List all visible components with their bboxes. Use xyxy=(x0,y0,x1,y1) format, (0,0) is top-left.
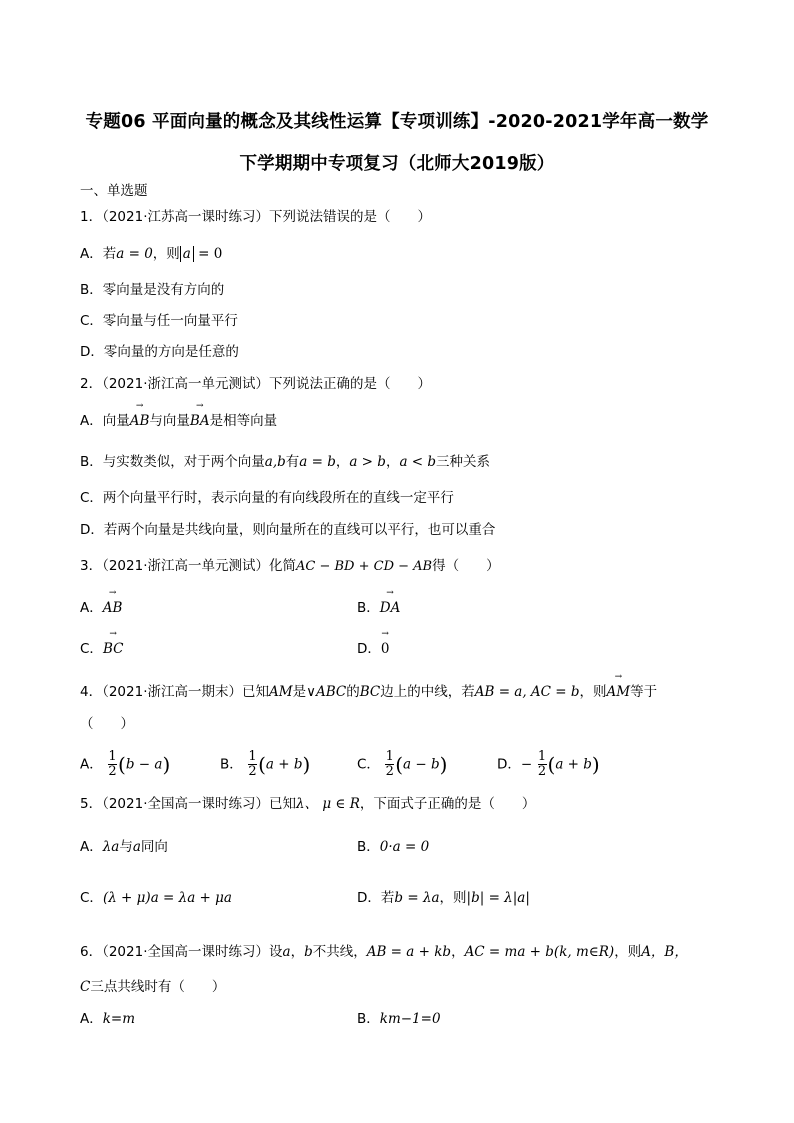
q5-d-mid: ，则 xyxy=(439,890,467,906)
q3-a-vector: → AB xyxy=(103,599,123,617)
q3-c-label: C． xyxy=(80,641,103,657)
q2-b-rel-gt: a > b xyxy=(349,454,386,470)
q4-am: AM xyxy=(269,684,293,700)
q5-stem-post: ，下面式子正确的是（ ） xyxy=(359,796,536,812)
q5-b-label: B． xyxy=(357,839,380,855)
section-heading: 一、单选题 xyxy=(80,183,148,199)
q6-option-b xyxy=(357,1010,441,1028)
q6-not-collinear: 不共线， xyxy=(312,944,367,960)
q2-option-d: D．若两个向量是共线向量，则向量所在的直线可以平行，也可以重合 xyxy=(80,522,496,538)
q1-option-b: B．零向量是没有方向的 xyxy=(80,282,225,298)
q6-a-label: A． xyxy=(80,1011,103,1027)
q4-a-denominator: 2 xyxy=(108,764,117,779)
q3-stem-prefix: 3．（2021·浙江高一单元测试）化简 xyxy=(80,558,296,574)
q4-b-expr: a + b xyxy=(265,756,303,773)
title-line-1: 专题06 平面向量的概念及其线性运算【专项训练】-2020-2021学年高一数学 xyxy=(85,112,709,132)
q5-option-d xyxy=(357,889,530,907)
q4-option-c: C． $\frac{1}{2}$ (a − b) xyxy=(357,749,448,779)
q6-b-math: km−1=0 xyxy=(379,1011,441,1027)
q5-d-math-2: |b| = λ|a| xyxy=(466,890,530,906)
q1-a-mid: ，则 xyxy=(152,246,180,262)
q3-expression: AC − BD + CD − AB xyxy=(296,559,433,574)
q4-b-fraction xyxy=(248,750,257,779)
q4-c-fraction xyxy=(385,750,394,779)
q3-option-c xyxy=(80,640,123,658)
q6-a: a xyxy=(282,944,291,960)
q5-a-math-1: λa xyxy=(102,839,120,855)
q4-then: ，则 xyxy=(579,684,607,700)
q1-option-d: D．零向量的方向是任意的 xyxy=(80,344,239,360)
q6-eq-2: AC = ma + b(k, m∈R) xyxy=(464,944,615,960)
q4-equals: 等于 xyxy=(630,684,658,700)
title-line-2: 下学期期中专项复习（北师大2019版） xyxy=(239,154,555,174)
q5-option-a xyxy=(80,838,168,856)
q1-option-c: C．零向量与任一向量平行 xyxy=(80,313,238,329)
q4-d-numerator: 1 xyxy=(537,749,547,764)
q2-stem: 2．（2021·浙江高一单元测试）下列说法正确的是（ ） xyxy=(80,376,431,392)
q6-points: A，B， xyxy=(641,944,688,960)
q3-option-d xyxy=(357,640,390,658)
q1-stem: 1．（2021·江苏高一课时练习）下列说法错误的是（ ） xyxy=(80,209,431,225)
q3-a-label: A． xyxy=(80,600,103,616)
q5-c-math: (λ + μ)a = λa + μa xyxy=(102,890,232,906)
q4-a-expr: b − a xyxy=(125,756,163,773)
q4-c-label: C． xyxy=(357,756,380,773)
q2-b-post: 三种关系 xyxy=(436,454,491,470)
q6-eq-1: AB = a + kb xyxy=(366,944,452,960)
q4-c-numerator: 1 xyxy=(385,749,394,764)
q1-a-math-1: a = 0 xyxy=(116,246,153,262)
q6-stem-line-1 xyxy=(80,943,688,961)
q2-a-prefix: A．向量 xyxy=(80,413,130,429)
q4-stem xyxy=(80,683,657,701)
q1-option-a xyxy=(80,245,222,263)
q6-b: b xyxy=(304,944,313,960)
q3-c-vector: → BC xyxy=(103,640,124,658)
q4-d-label: D． xyxy=(497,756,521,773)
q6-b-label: B． xyxy=(357,1011,380,1027)
q4-b-label: B． xyxy=(220,756,243,773)
q1-a-prefix: A．若 xyxy=(80,246,117,262)
q5-d-math-1: b = λa xyxy=(394,890,440,906)
q3-option-b xyxy=(357,599,400,617)
q2-option-c: C．两个向量平行时，表示向量的有向线段所在的直线一定平行 xyxy=(80,490,454,506)
q4-answer-paren: （ ） xyxy=(80,716,134,732)
q4-d-denominator: 2 xyxy=(537,764,547,779)
q6-stem-prefix: 6．（2021·全国高一课时练习）设 xyxy=(80,944,283,960)
q2-a-vector-ba: → BA xyxy=(190,412,210,430)
q4-a-numerator: 1 xyxy=(108,749,117,764)
q4-stem-prefix: 4．（2021·浙江高一期末）已知 xyxy=(80,684,269,700)
q3-option-a xyxy=(80,599,122,617)
q5-stem xyxy=(80,795,535,813)
q5-d-label: D．若 xyxy=(357,890,395,906)
q5-a-mid: 与 xyxy=(119,839,133,855)
q4-de: 的 xyxy=(346,684,360,700)
q2-b-sep-2: ， xyxy=(385,454,400,470)
q6-a-math: k=m xyxy=(102,1011,136,1027)
q6-point-c: C xyxy=(80,979,91,995)
q2-b-has: 有 xyxy=(285,454,300,470)
q3-stem xyxy=(80,557,500,576)
q3-stem-post: 得（ ） xyxy=(432,558,500,574)
q4-d-expr: a + b xyxy=(555,756,592,773)
q4-option-d: D．− $\frac{1}{2}$ (a + b) xyxy=(497,749,600,779)
q2-b-ab: a,b xyxy=(264,454,286,470)
q4-option-a: A． $\frac{1}{2}$ (b − a) xyxy=(80,749,171,779)
q5-a-label: A． xyxy=(80,839,103,855)
q4-d-fraction xyxy=(538,750,547,779)
q2-option-a xyxy=(80,412,277,430)
q4-bc: BC xyxy=(359,684,381,700)
q2-b-prefix: B．与实数类似，对于两个向量 xyxy=(80,454,265,470)
q1-a-math-2: a xyxy=(180,246,193,262)
q5-b-math: 0·a = 0 xyxy=(379,839,430,855)
q6-stem-post: 三点共线时有（ ） xyxy=(90,979,226,995)
q4-a-fraction xyxy=(108,750,117,779)
q6-sep: ， xyxy=(290,944,305,960)
q1-a-math-3: = 0 xyxy=(193,246,223,262)
q3-b-label: B． xyxy=(357,600,380,616)
q4-triangle: ∨ABC xyxy=(306,684,347,700)
q4-a-label: A． xyxy=(80,756,103,773)
q5-stem-prefix: 5．（2021·全国高一课时练习）已知 xyxy=(80,796,296,812)
q6-stem-line-2 xyxy=(80,978,225,996)
q4-am-vector: → AM xyxy=(607,683,631,701)
q3-d-label: D． xyxy=(357,641,381,657)
q4-condition: AB = a, AC = b xyxy=(474,684,580,700)
q6-then: ，则 xyxy=(614,944,642,960)
q4-mid: 边上的中线，若 xyxy=(380,684,475,700)
q2-a-post: 是相等向量 xyxy=(209,413,278,429)
q5-vars: λ、 μ ∈ R xyxy=(296,796,360,812)
q3-b-vector: → DA xyxy=(380,599,401,617)
q5-a-post: 同向 xyxy=(140,839,168,855)
q4-b-numerator: 1 xyxy=(248,749,257,764)
q4-b-denominator: 2 xyxy=(248,764,257,779)
q4-c-expr: a − b xyxy=(403,756,440,773)
q6-option-a xyxy=(80,1010,135,1028)
q4-d-sign: − xyxy=(520,756,533,773)
q2-a-mid: 与向量 xyxy=(149,413,190,429)
q2-option-b xyxy=(80,453,490,471)
q6-sep-2: ， xyxy=(451,944,465,960)
q2-a-vector-ab: → AB xyxy=(130,412,150,430)
q4-is: 是 xyxy=(292,684,307,700)
q4-c-denominator: 2 xyxy=(385,764,394,779)
q5-option-c xyxy=(80,889,232,907)
q4-option-b: B． $\frac{1}{2}$ (a + b) xyxy=(220,749,311,779)
q5-c-label: C． xyxy=(80,890,103,906)
q5-option-b xyxy=(357,838,429,856)
q5-a-math-2: a xyxy=(132,839,141,855)
q2-b-rel-eq: a = b xyxy=(299,454,336,470)
q2-b-rel-lt: a < b xyxy=(399,454,437,470)
q2-b-sep-1: ， xyxy=(335,454,350,470)
q3-d-vector: → 0 xyxy=(381,640,390,658)
